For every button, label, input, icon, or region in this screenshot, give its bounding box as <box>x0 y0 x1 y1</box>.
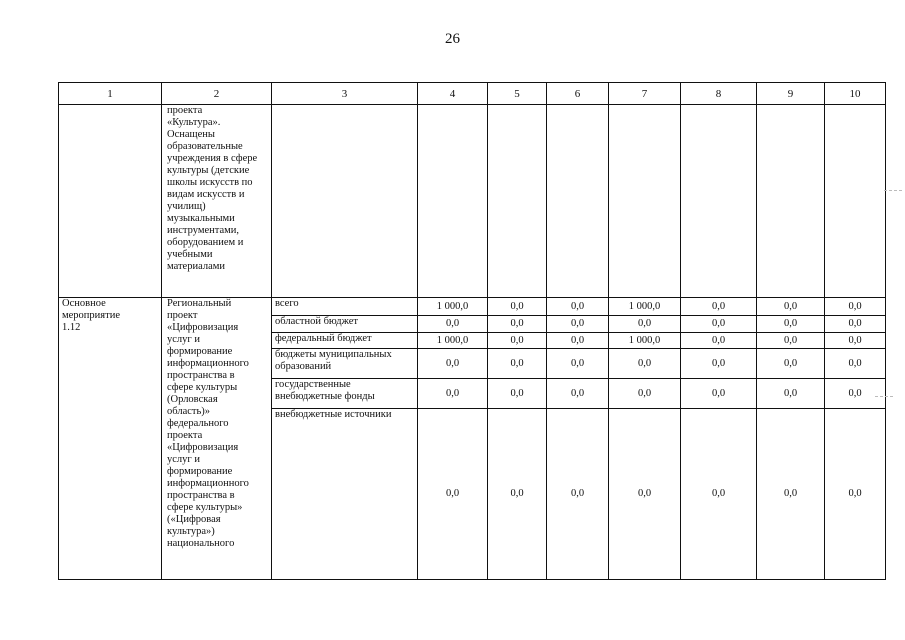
header-cell: 4 <box>418 83 488 105</box>
continuation-description <box>162 105 272 298</box>
empty-cell <box>825 105 886 298</box>
continuation-col1 <box>59 105 162 298</box>
value-cell: 0,0 <box>547 333 609 349</box>
header-cell: 1 <box>59 83 162 105</box>
value-cell: 0,0 <box>757 349 825 379</box>
empty-cell <box>609 105 681 298</box>
desc-line: услуг и <box>167 454 200 465</box>
desc-line: «Цифровизация <box>167 322 239 333</box>
desc-line: инструментами, <box>167 225 240 236</box>
budget-table <box>58 82 886 580</box>
value-cell: 0,0 <box>547 298 609 316</box>
header-cell: 9 <box>757 83 825 105</box>
desc-line: сфере культуры <box>167 382 238 393</box>
value-cell: 0,0 <box>825 333 886 349</box>
empty-cell <box>272 105 418 298</box>
value-cell: 0,0 <box>825 409 886 580</box>
desc-line: музыкальными <box>167 213 235 224</box>
desc-line: область)» <box>167 406 211 417</box>
value-cell: 0,0 <box>681 333 757 349</box>
funding-source: государственные внебюджетные фонды <box>272 379 418 409</box>
desc-line: материалами <box>167 261 225 272</box>
value-cell: 0,0 <box>825 349 886 379</box>
page-number: 26 <box>445 31 460 47</box>
value-cell: 0,0 <box>609 409 681 580</box>
measure-label <box>59 298 162 580</box>
measure-row-total <box>59 298 886 316</box>
scan-mark <box>884 190 902 191</box>
value-cell: 0,0 <box>681 349 757 379</box>
desc-line: (Орловская <box>167 394 218 405</box>
desc-line: Региональный <box>167 298 232 309</box>
header-cell: 5 <box>488 83 547 105</box>
value-cell: 0,0 <box>547 349 609 379</box>
value-cell: 0,0 <box>757 316 825 333</box>
value-cell: 0,0 <box>418 316 488 333</box>
header-cell: 10 <box>825 83 886 105</box>
desc-line: национального <box>167 538 235 549</box>
desc-line: пространства в <box>167 370 235 381</box>
value-cell: 0,0 <box>609 379 681 409</box>
desc-line: учреждения в сфере <box>167 153 258 164</box>
desc-line: услуг и <box>167 334 200 345</box>
value-cell: 0,0 <box>488 379 547 409</box>
funding-source: бюджеты муниципальных образований <box>272 349 418 379</box>
desc-line: «Цифровизация <box>167 442 239 453</box>
desc-line: формирование <box>167 346 233 357</box>
desc-line: проект <box>167 310 198 321</box>
empty-cell <box>547 105 609 298</box>
continuation-row <box>59 105 886 298</box>
value-cell: 0,0 <box>757 409 825 580</box>
empty-cell <box>488 105 547 298</box>
desc-line: федерального <box>167 418 229 429</box>
value-cell: 0,0 <box>825 298 886 316</box>
desc-line: культуры (детские <box>167 165 250 176</box>
desc-line: оборудованием и <box>167 237 244 248</box>
value-cell: 0,0 <box>681 316 757 333</box>
header-cell: 7 <box>609 83 681 105</box>
desc-line: видам искусств и <box>167 189 245 200</box>
empty-cell <box>681 105 757 298</box>
desc-line: формирование <box>167 466 233 477</box>
value-cell: 0,0 <box>825 316 886 333</box>
desc-line: училищ) <box>167 201 206 212</box>
desc-line: информационного <box>167 478 249 489</box>
value-cell: 0,0 <box>488 409 547 580</box>
desc-line: пространства в <box>167 490 235 501</box>
desc-line: проекта <box>167 430 203 441</box>
desc-line: проекта <box>167 105 203 116</box>
value-cell: 0,0 <box>757 379 825 409</box>
desc-line: «Культура». <box>167 117 221 128</box>
header-cell: 6 <box>547 83 609 105</box>
value-cell: 0,0 <box>757 298 825 316</box>
header-cell: 8 <box>681 83 757 105</box>
funding-source: федеральный бюджет <box>272 333 418 349</box>
desc-line: («Цифровая <box>167 514 221 525</box>
value-cell: 0,0 <box>681 379 757 409</box>
value-cell: 1 000,0 <box>418 333 488 349</box>
funding-source: внебюджетные источники <box>272 409 418 580</box>
scan-mark <box>875 396 893 397</box>
measure-label-line: мероприятие <box>62 310 120 321</box>
desc-line: Оснащены <box>167 129 215 140</box>
measure-label-line: Основное <box>62 298 106 309</box>
empty-cell <box>418 105 488 298</box>
value-cell: 0,0 <box>547 379 609 409</box>
desc-line: информационного <box>167 358 249 369</box>
value-cell: 0,0 <box>418 349 488 379</box>
value-cell: 0,0 <box>488 333 547 349</box>
value-cell: 0,0 <box>609 349 681 379</box>
value-cell: 0,0 <box>825 379 886 409</box>
value-cell: 0,0 <box>547 316 609 333</box>
empty-cell <box>757 105 825 298</box>
header-row <box>59 83 886 105</box>
desc-line: учебными <box>167 249 213 260</box>
value-cell: 0,0 <box>488 349 547 379</box>
value-cell: 1 000,0 <box>609 298 681 316</box>
value-cell: 1 000,0 <box>609 333 681 349</box>
value-cell: 0,0 <box>757 333 825 349</box>
value-cell: 0,0 <box>547 409 609 580</box>
value-cell: 0,0 <box>681 409 757 580</box>
funding-source: областной бюджет <box>272 316 418 333</box>
value-cell: 0,0 <box>418 409 488 580</box>
value-cell: 0,0 <box>418 379 488 409</box>
measure-label-line: 1.12 <box>62 322 81 333</box>
measure-description <box>162 298 272 580</box>
desc-line: школы искусств по <box>167 177 253 188</box>
value-cell: 0,0 <box>488 298 547 316</box>
header-cell: 2 <box>162 83 272 105</box>
desc-line: культура») <box>167 526 215 537</box>
desc-line: образовательные <box>167 141 243 152</box>
desc-line: сфере культуры» <box>167 502 243 513</box>
value-cell: 1 000,0 <box>418 298 488 316</box>
value-cell: 0,0 <box>488 316 547 333</box>
funding-source: всего <box>272 298 418 316</box>
header-cell: 3 <box>272 83 418 105</box>
value-cell: 0,0 <box>609 316 681 333</box>
value-cell: 0,0 <box>681 298 757 316</box>
